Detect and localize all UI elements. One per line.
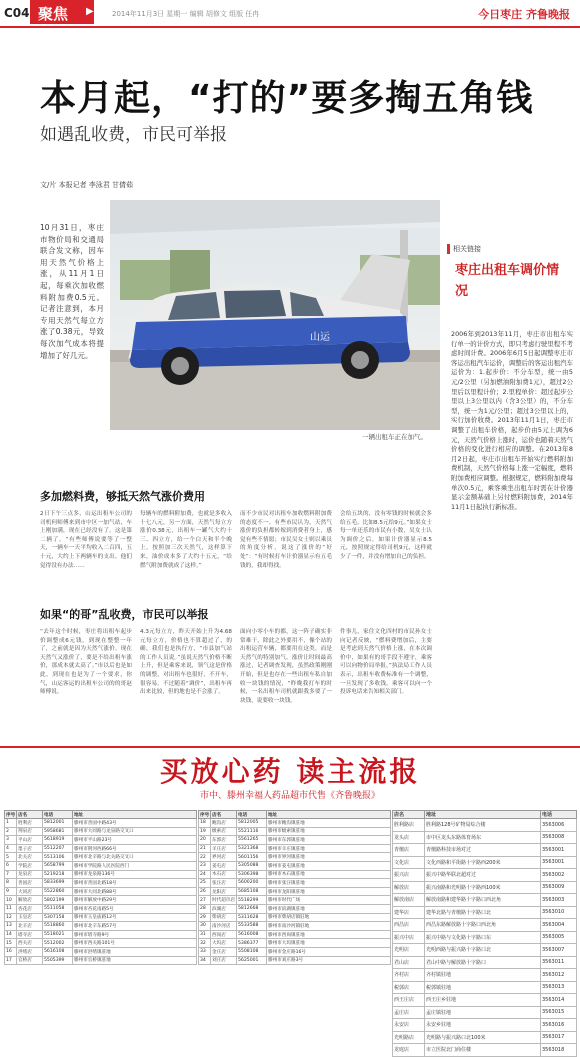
column-header: 序号 (6, 812, 16, 818)
table-cell: 北辛店 (17, 922, 43, 931)
table-row (199, 913, 391, 922)
table-cell: 墨子店 (17, 844, 43, 853)
table-cell: 解放店 (17, 896, 43, 905)
table-cell: 9 (5, 887, 17, 896)
column-header: 电话 (541, 811, 577, 819)
table-cell: 4 (5, 844, 17, 853)
table-row (5, 853, 197, 862)
ad-title: 买放心药 读主流报 (159, 755, 421, 788)
table-cell: 3563004 (541, 919, 577, 932)
table-cell: 光明路与振兴路口北100米 (425, 1031, 541, 1044)
table-cell: 齐村镇驻地 (425, 969, 541, 982)
table-row (199, 896, 391, 905)
table-row (393, 969, 577, 982)
table-cell: 5618919 (43, 836, 73, 845)
table-cell: 滕州市北辛路与北关路交叉口 (73, 853, 197, 862)
table-row (199, 844, 391, 853)
table-row (199, 879, 391, 888)
table-cell: 西王庄乡驻地 (425, 994, 541, 1007)
table-cell: 滕州市大同北路88号 (73, 887, 197, 896)
table-row (5, 956, 197, 965)
headline: 本月起，“打的”要多掏五角钱 (40, 78, 534, 119)
table-row (393, 1044, 577, 1057)
section-tag (30, 0, 94, 24)
table-cell: 振兴中店 (393, 931, 425, 944)
taxi-illustration (110, 200, 440, 430)
table-header-row (5, 811, 197, 819)
table-cell: 5219218 (43, 870, 73, 879)
byline: 文/片 本报记者 李泳君 甘倩茹 (40, 181, 134, 189)
table-cell: 西王庄店 (393, 994, 425, 1007)
table-cell: 西昌东路解放路十字路口西北角 (425, 919, 541, 932)
table-cell: 青檀路科技市场对过 (425, 844, 541, 857)
table-row (5, 879, 197, 888)
table-row (5, 939, 197, 948)
table-cell: 滕州市级索镇驻地 (267, 827, 391, 836)
table-cell: 滕州市滨湖镇驻地 (267, 904, 391, 913)
table-cell: 5802199 (43, 896, 73, 905)
table-cell: 滕州市玉皇庙路12号 (73, 913, 197, 922)
table-row (393, 819, 577, 832)
table-row (5, 861, 197, 870)
table-cell: 27 (199, 896, 211, 905)
column-header: 店名 (17, 811, 43, 819)
table-row (5, 930, 197, 939)
table-cell: 33 (199, 947, 211, 956)
table-cell: 3563013 (541, 981, 577, 994)
table-cell: 滕州市金庄路16号 (267, 947, 391, 956)
table-cell: 官桥店 (17, 956, 43, 965)
table-row (393, 1031, 577, 1044)
table-cell: 5521116 (237, 827, 267, 836)
table-cell: 3563017 (541, 1031, 577, 1044)
table-cell: 滕州市时代广场 (267, 896, 391, 905)
related-links-tag: 相关链接 (447, 244, 481, 254)
table-cell: 鲍沟店 (211, 819, 237, 828)
table-cell: 5 (5, 853, 17, 862)
table-row (5, 947, 197, 956)
table-row (393, 931, 577, 944)
table-cell: 龙泉店 (17, 870, 43, 879)
table-cell: 滨湖店 (211, 904, 237, 913)
table-cell: 2 (5, 827, 17, 836)
table-cell: 8 (5, 879, 17, 888)
table-row (199, 870, 391, 879)
table-row (5, 819, 197, 828)
table-cell: 胜利路店 (393, 819, 425, 832)
table-cell: 12 (5, 913, 17, 922)
column-header: 店名 (393, 811, 425, 819)
sidebar-body: 2006年到2013年11月，枣庄市出租车实行单一的计价方式，即只考虑行驶里程不考虑时间计费。2006年6月5日起调整枣庄市客运出租汽车运价，调整后的客运出租汽车运价为：1.起步价：不分车型，统一由5元/2公里（另加燃油附加费1元），超过2公里后以里程计价；2.里程单价：超过起步公里以上3公里以内（含3公里）的，不分车型，统一为1元/公里；超过3公里以上的，实行加价收费。2013年11月1日，枣庄市调整了出租车价格，起步价由5元上调为6元，天然气价格上涨时，运价也随着天然气价格的变化进行相应的调整。在2013年8月2日起，枣庄市出租车开始实行燃料附加费机制，天然气价格每上涨一定幅度，燃料附加费相应调整。根据规定，燃料附加费每单次0.5元，乘客乘坐出租车时需在计价器显示金额基础上另付燃料附加费，2014年11月1日起执行新标准。 (451, 330, 573, 511)
table-cell: 滕州市鲍沟镇驻地 (267, 819, 391, 828)
table-cell: 5386377 (237, 939, 267, 948)
table-cell: 5601156 (237, 853, 267, 862)
table-cell: 齐村店 (393, 969, 425, 982)
table-cell: 5306398 (237, 870, 267, 879)
store-table-b (198, 810, 391, 965)
table-cell: 级索店 (211, 827, 237, 836)
table-cell: 3563012 (541, 969, 577, 982)
table-row (5, 904, 197, 913)
section-1-col-2: 每辆车的燃料附加费，也就是多收入十七八元，另一方面，天然气每立方涨价0.38元，出租车一罐气大约十三、四立方，给一个白天和半个晚上，按照加三次天然气，这样算下来，油价成本多了大约十五元，“给燃气附加费就成了这样。” (140, 511, 232, 569)
table-cell: 滕州市大同路与龙泉路交叉口 (73, 827, 197, 836)
table-row (393, 906, 577, 919)
table-cell: 解放南店 (393, 894, 425, 907)
table-cell: 3563010 (541, 906, 577, 919)
table-cell: 5685108 (237, 887, 267, 896)
table-cell: 税郭店 (393, 981, 425, 994)
table-cell: 杏花店 (17, 904, 43, 913)
table-cell: 塔寺店 (17, 930, 43, 939)
table-cell: 胜利店 (17, 819, 43, 828)
table-row (5, 870, 197, 879)
table-cell: 7 (5, 870, 17, 879)
table-cell: 滕州市善国北路18号 (73, 879, 197, 888)
table-cell: 17 (5, 956, 17, 965)
table-cell: 龙头店 (393, 831, 425, 844)
table-cell: 时代超市店 (211, 896, 237, 905)
table-cell: 5508108 (237, 947, 267, 956)
page-header (0, 0, 580, 30)
table-cell: 滕州市柴胡店镇驻地 (267, 913, 391, 922)
table-cell: 滕州市大坞镇驻地 (267, 939, 391, 948)
taxi-photo (110, 200, 440, 430)
table-cell: 滕州市塔寺路9号 (73, 930, 197, 939)
table-cell: 文化西路和平街路十字路西200米 (425, 856, 541, 869)
table-cell: 西关店 (17, 939, 43, 948)
table-row (199, 819, 391, 828)
table-cell: 5833699 (43, 879, 73, 888)
table-cell: 24 (199, 870, 211, 879)
table-cell: 永安乡驻地 (425, 1019, 541, 1032)
ad-rule (0, 746, 580, 748)
table-cell: 木石店 (211, 870, 237, 879)
table-cell: 14 (5, 930, 17, 939)
table-cell: 5512207 (43, 844, 73, 853)
table-cell: 5812005 (237, 819, 267, 828)
table-cell: 6 (5, 861, 17, 870)
table-cell: 洪绪店 (17, 947, 43, 956)
table-cell: 荆泉店 (17, 827, 43, 836)
table-row (393, 1006, 577, 1019)
table-cell: 5518021 (43, 930, 73, 939)
table-cell: 5600200 (237, 879, 267, 888)
table-row (5, 844, 197, 853)
table-cell: 5616108 (43, 947, 73, 956)
table-cell: 解放南路和建华路十字路口西北角 (425, 894, 541, 907)
table-cell: 26 (199, 887, 211, 896)
table-cell: 玉皇店 (17, 913, 43, 922)
section-label: 聚焦 (38, 5, 69, 23)
table-cell: 3 (5, 836, 17, 845)
table-cell: 18 (199, 819, 211, 828)
table-header-row (393, 811, 577, 819)
table-cell: 张汪店 (211, 879, 237, 888)
table-cell: 孟庄店 (393, 1006, 425, 1019)
table-cell: 君山店 (393, 956, 425, 969)
lead-paragraph: 10月31日，枣庄市物价局和交通局联合发文称，因车用天然气价格上涨，从11月1日起，每乘次加收燃料附加费0.5元。记者注意到，本月专用天然气每立方涨了0.38元，导致每次加气成本将提增加了好几元。 (40, 223, 104, 360)
table-cell: 市中区龙头东路体育场东 (425, 831, 541, 844)
table-cell: 5305088 (237, 861, 267, 870)
table-cell: 34 (199, 956, 211, 965)
table-cell: 3563009 (541, 881, 577, 894)
table-cell: 5625001 (237, 956, 267, 965)
table-cell: 善国店 (17, 879, 43, 888)
table-cell: 姜屯店 (211, 861, 237, 870)
table-cell: 振兴店 (393, 869, 425, 882)
table-cell: 滕州市北辛东路57号 (73, 922, 197, 931)
table-cell: 界河店 (211, 853, 237, 862)
table-cell: 16 (5, 947, 17, 956)
table-cell: 大同店 (17, 887, 43, 896)
table-cell: 5533588 (237, 922, 267, 931)
table-cell: 滕州市杏花南路5号 (73, 904, 197, 913)
section-2-col-2: 4.3元每立方，昨天开始上升为4.68元每立方，价格也不算超过了，的确，我们也是执行方，“市县加气站的工作人员说。”虽说天然气价格不断上升，但是乘客来说，领气这是价格的调整，对出租车也很好，不开车，很容易。不过随着“调价”，出租车再出来比较，但的地也是不会涨了。 (140, 629, 232, 696)
table-cell: 滕州市洪绪镇驻地 (73, 947, 197, 956)
table-row (5, 836, 197, 845)
table-cell: 3563018 (541, 1044, 577, 1057)
table-row (393, 994, 577, 1007)
table-row (393, 944, 577, 957)
table-cell: 5561265 (237, 836, 267, 845)
table-row (199, 861, 391, 870)
table-row (199, 827, 391, 836)
table-cell: 5311628 (237, 913, 267, 922)
table-cell: 胜利路128号矿物局综合楼 (425, 819, 541, 832)
section-1-col-4: 会给五块的，没有零钱的时候就会多给五毛。比如8.5元给9元。”如果女士每一单还乐的市民有小数，吴女士认为调价之后，如果计价器显示8.5元，按照规定得给司机9元，这样就少了一件，并没有增加自己的负担。 (340, 511, 432, 560)
newspaper-brand: 今日枣庄 齐鲁晚报 (478, 8, 570, 21)
table-cell: 20 (199, 836, 211, 845)
table-cell: 滕州市西关路101号 (73, 939, 197, 948)
table-cell: 32 (199, 939, 211, 948)
section-1-col-3: 而不少市民对出租车加收燃料附加费的态度不一。有些市民认为，天然气涨价的负担都转嫁到消费者身上，感觉有些不情愿；市民吴女士则以乘员的角度分析，说这了涨价的“好处”：“有时候打车计价器显示有五毛钱的，我却得找。 (240, 511, 332, 569)
table-cell: 滕州市龙泉路136号 (73, 870, 197, 879)
table-cell: 羊庄店 (211, 844, 237, 853)
table-cell: 滕州市南沙河镇驻地 (267, 922, 391, 931)
table-cell: 建华店 (393, 906, 425, 919)
section-2-col-4: 件事儿，家住文化四村的市民孙女士向记者反映，“燃料费增加后，主要是考虑到天然气价格上涨，在本次调价中，如果有的哥手段不遵守，乘客可以向物价局举报。”执法局工作人员表示，出租车收费标准有一个调整，一旦发现了多收钱，乘客可以向一个投诉电话来告知相关部门。 (340, 629, 432, 696)
table-cell: 滕州市平山路23号 (73, 836, 197, 845)
table-row (5, 827, 197, 836)
table-cell: 文化店 (393, 856, 425, 869)
table-cell: 3563011 (541, 956, 577, 969)
table-cell: 光明路店 (393, 1031, 425, 1044)
table-cell: 滕州市界河镇驻地 (267, 853, 391, 862)
table-row (199, 922, 391, 931)
table-cell: 振兴南路和光明路十字路西100米 (425, 881, 541, 894)
section-2-col-3: 面向小零小车的都，这一阵子确实非常难干，除此之外要用不，像个站的出租运营车辆，都要用在这类。而是天然气的特别加气。涨价让时间最高涨过，记者调查发现，虽然政策刚刚开始，但是也存在一些出租车私自加收一块钱的情况，“昨晚我打车的时候，一名出租车司机就跟我多要了一块钱，说要收一块钱。 (240, 629, 332, 704)
table-cell: 滕州市学院路人民医院西门 (73, 861, 197, 870)
table-cell: 滕州市荆河西路66号 (73, 844, 197, 853)
table-cell: 滕州市木石镇驻地 (267, 870, 391, 879)
table-cell: 5812001 (43, 819, 73, 828)
table-row (393, 856, 577, 869)
table-cell: 滕州市羊庄镇驻地 (267, 844, 391, 853)
table-row (199, 836, 391, 845)
table-cell: 5812668 (237, 904, 267, 913)
column-header: 地址 (425, 811, 541, 819)
table-cell: 3563001 (541, 844, 577, 857)
table-cell: 5511058 (43, 904, 73, 913)
table-cell: 永安店 (393, 1019, 425, 1032)
table-cell: 5505399 (43, 956, 73, 965)
table-row (5, 887, 197, 896)
table-cell: 31 (199, 930, 211, 939)
section-2-title: 如果“的哥”乱收费，市民可以举报 (40, 608, 209, 621)
table-row (393, 956, 577, 969)
column-header: 电话 (237, 811, 267, 819)
table-cell: 21 (199, 844, 211, 853)
table-cell: 5958681 (43, 827, 73, 836)
table-cell: 振兴中路与文化路十字路口东 (425, 931, 541, 944)
table-cell: 光明店 (393, 944, 425, 957)
table-cell: 滕州市解放中路29号 (73, 896, 197, 905)
table-cell: 5512002 (43, 939, 73, 948)
page-number: C04 (4, 6, 30, 20)
table-cell: 5307158 (43, 913, 73, 922)
table-cell: 15 (5, 939, 17, 948)
table-cell: 大坞店 (211, 939, 237, 948)
table-cell: 5616008 (237, 930, 267, 939)
table-cell: 西昌店 (393, 919, 425, 932)
section-2-col-1: “去年这个时候，枣庄将出租车起步价调整成6元钱，到现在整整一年了，之前就是因为天然气涨价。现在天然气又涨价了，要是不给出租车涨价，那成本就太高了。”市以后也是如此，到现在也是为了一个要求，你气，山运客运的出租车公司的的哥赵师傅说。 (40, 629, 132, 696)
table-cell: 5522860 (43, 887, 73, 896)
table-cell: 13 (5, 922, 17, 931)
table-cell: 1 (5, 819, 17, 828)
table-cell: 3563015 (541, 1006, 577, 1019)
table-row (199, 930, 391, 939)
table-cell: 滕州市东郭镇驻地 (267, 836, 391, 845)
table-row (393, 894, 577, 907)
table-cell: 振兴中路华联北超对过 (425, 869, 541, 882)
header-rule (0, 26, 580, 28)
table-row (199, 956, 391, 965)
arrow-right-icon: ▶ (86, 6, 94, 17)
table-row (393, 869, 577, 882)
table-cell: 滕州市善国中路43号 (73, 819, 197, 828)
taxi-plate-text: 山运 (310, 332, 330, 343)
table-cell: 龙庭店 (393, 1044, 425, 1057)
section-1-col-1: 2日下午三点多，山运出租车公司的司机何师傅来到市中区一加气站，车上刚加满，现在已经没有了。这是第二辆了，“有些师傅说要等了一整天，一辆车一天平均收入二百四，五十元，大约上下两辆车的支出。他们觉得没有办法…… (40, 511, 132, 569)
table-cell: 28 (199, 904, 211, 913)
table-cell: 建华北路与青檀路十字路口北 (425, 906, 541, 919)
table-cell: 北关店 (17, 853, 43, 862)
table-cell: 滕州市龙阳镇驻地 (267, 887, 391, 896)
table-cell: 滕州市西岗镇驻地 (267, 930, 391, 939)
subheadline: 如遇乱收费，市民可举报 (40, 125, 227, 145)
table-row (393, 831, 577, 844)
store-table-a (4, 810, 197, 965)
table-cell: 税郭镇驻地 (425, 981, 541, 994)
column-header: 电话 (43, 811, 73, 819)
table-cell: 孟庄镇驻地 (425, 1006, 541, 1019)
table-row (393, 1019, 577, 1032)
table-cell: 22 (199, 853, 211, 862)
column-header: 店名 (211, 811, 237, 819)
table-row (199, 939, 391, 948)
table-cell: 11 (5, 904, 17, 913)
table-cell: 滕州市官桥镇驻地 (73, 956, 197, 965)
table-cell: 柴胡店 (211, 913, 237, 922)
column-header: 序号 (200, 812, 210, 818)
table-row (393, 919, 577, 932)
table-row (5, 896, 197, 905)
table-cell: 解放店 (393, 881, 425, 894)
column-header: 地址 (73, 811, 197, 819)
table-cell: 3563007 (541, 944, 577, 957)
table-header-row (199, 811, 391, 819)
table-cell: 5513106 (43, 853, 73, 862)
store-table-c (392, 810, 577, 1057)
table-cell: 东郭店 (211, 836, 237, 845)
table-row (393, 881, 577, 894)
table-cell: 滕州市姜屯镇驻地 (267, 861, 391, 870)
table-cell: 19 (199, 827, 211, 836)
table-cell: 25 (199, 879, 211, 888)
table-cell: 金庄店 (211, 947, 237, 956)
table-cell: 君山中路与解放路十字路口 (425, 956, 541, 969)
column-header: 地址 (267, 811, 391, 819)
table-cell: 滕州市张汪镇驻地 (267, 879, 391, 888)
table-cell: 30 (199, 922, 211, 931)
table-cell: 市立医院北门商住楼 (425, 1044, 541, 1057)
photo-caption: 一辆出租车正在加气。 (362, 433, 427, 441)
issue-meta: 2014年11月3日 星期一 编辑 胡修文 组版 任冉 (112, 10, 260, 18)
table-row (199, 904, 391, 913)
section-1-title: 多加燃料费，够抵天然气涨价费用 (40, 490, 205, 503)
table-cell: 3563014 (541, 994, 577, 1007)
table-cell: 3563003 (541, 894, 577, 907)
table-cell: 平山店 (17, 836, 43, 845)
table-cell: 龙阳店 (211, 887, 237, 896)
table-cell: 23 (199, 861, 211, 870)
table-cell: 滕州市刘庄路3号 (267, 956, 391, 965)
table-row (393, 981, 577, 994)
table-cell: 5321368 (237, 844, 267, 853)
table-cell: 3563001 (541, 856, 577, 869)
table-cell: 5518860 (43, 922, 73, 931)
table-cell: 刘庄店 (211, 956, 237, 965)
table-cell: 3563002 (541, 869, 577, 882)
table-cell: 3563008 (541, 831, 577, 844)
table-cell: 西岗店 (211, 930, 237, 939)
table-cell: 3563006 (541, 819, 577, 832)
table-cell: 南沙河店 (211, 922, 237, 931)
table-cell: 3563005 (541, 931, 577, 944)
table-row (5, 922, 197, 931)
table-row (199, 947, 391, 956)
related-sidebar (445, 200, 575, 680)
table-cell: 青檀店 (393, 844, 425, 857)
table-row (199, 887, 391, 896)
table-cell: 29 (199, 913, 211, 922)
table-cell: 5518299 (237, 896, 267, 905)
table-cell: 3563016 (541, 1019, 577, 1032)
table-row (393, 844, 577, 857)
table-row (5, 913, 197, 922)
table-row (199, 853, 391, 862)
sidebar-title: 枣庄出租车调价情况 (455, 263, 560, 299)
table-cell: 学院店 (17, 861, 43, 870)
table-cell: 光明西路与振兴路十字路口北 (425, 944, 541, 957)
table-cell: 5658799 (43, 861, 73, 870)
ad-subtitle: 市中、滕州幸福人药品超市代售《齐鲁晚报》 (199, 791, 380, 801)
table-cell: 10 (5, 896, 17, 905)
